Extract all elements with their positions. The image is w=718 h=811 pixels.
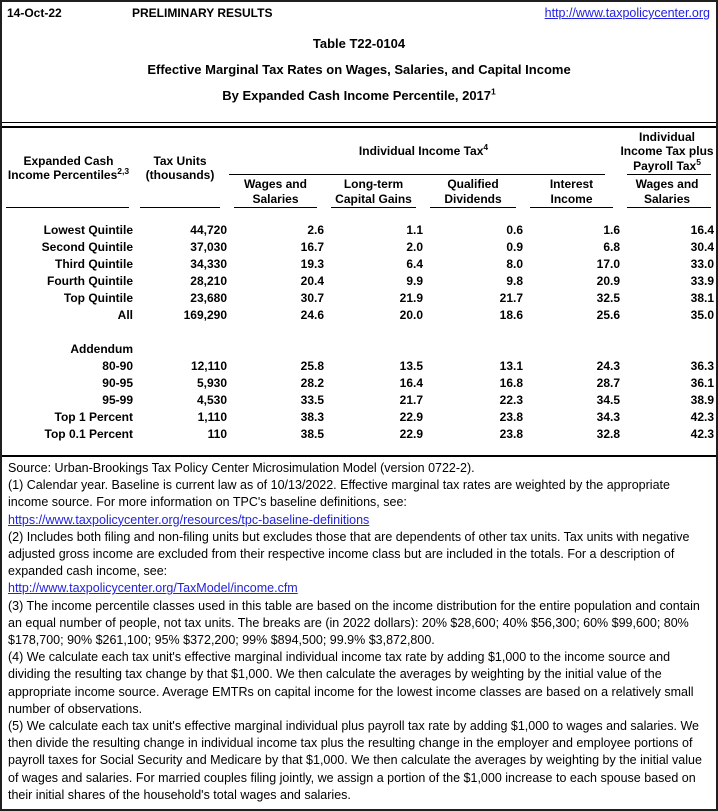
- cell-payroll-wages: 36.3: [690, 359, 715, 373]
- subheader-wages-salaries: Wages and Salaries: [227, 175, 324, 208]
- table-title: Effective Marginal Tax Rates on Wages, Salaries, and Capital Income: [147, 62, 571, 77]
- cell-iit-ltcg: 2.0: [406, 240, 423, 254]
- cell-iit-qdiv: 23.8: [499, 427, 523, 441]
- cell-iit-qdiv: 21.7: [499, 291, 523, 305]
- cell-iit-qdiv: 0.9: [506, 240, 523, 254]
- cell-iit-qdiv: 23.8: [499, 410, 523, 424]
- cell-tax-units: 1,110: [197, 410, 227, 424]
- subheader-interest-income: Interest Income: [523, 175, 620, 208]
- cell-payroll-wages: 33.0: [690, 257, 715, 271]
- cell-iit-qdiv: 8.0: [506, 257, 523, 271]
- report-date: 14-Oct-22: [7, 6, 62, 20]
- title-block: [2, 37, 716, 102]
- spacer-row: [4, 443, 714, 455]
- subheader-long-term-capital-gains: Long-term Capital Gains: [324, 175, 423, 208]
- table-subtitle: By Expanded Cash Income Percentile, 2017$^1$: [222, 86, 496, 103]
- cell-payroll-wages: 42.3: [690, 410, 715, 424]
- footnote-ref-1: 1: [491, 86, 496, 97]
- cell-iit-interest: 34.5: [596, 393, 621, 407]
- footnote-ref-5: 5: [696, 156, 701, 167]
- cell-iit-ltcg: 9.9: [406, 274, 423, 288]
- cell-iit-interest: 24.3: [596, 359, 621, 373]
- table-row: [4, 256, 714, 273]
- footnote-5: (5) We calculate each tax unit's effective marginal individual plus payroll tax rate by adding $1,000 to wages and salaries. We then divide the resulting change in individual income tax plus the resulting change in the employer and employee portions of payroll taxes for Social Security and Medicare by that $1,000. We then calculate the averages by weighting by the initial value of wages and salaries. For married couples filing jointly, we assign a portion of the $1,000 increase to each spouse based on their initial shares of the household's total wages and salaries.: [8, 719, 702, 802]
- emtr-table: [4, 128, 714, 455]
- cell-tax-units: 169,290: [183, 308, 227, 322]
- cell-iit-ltcg: 16.4: [399, 376, 423, 390]
- table-row: [4, 273, 714, 290]
- cell-payroll-wages: 38.1: [690, 291, 715, 305]
- cell-tax-units: 4,530: [196, 393, 227, 407]
- column-header-iit-plus-payroll: Individual Income Tax plus Payroll Tax$^5$: [620, 128, 714, 175]
- top-info-bar: [2, 2, 716, 20]
- cell-iit-interest: 25.6: [596, 308, 621, 322]
- footnote-2: (2) Includes both filing and non-filing units but excludes those that are dependents of other tax units. Tax units with negative adjusted gross income are excluded from their respective income class but are included in the totals. For a description of expanded cash income, see:: [8, 529, 690, 579]
- table-number: Table T22-0104: [312, 36, 406, 51]
- cell-payroll-wages: 16.4: [690, 223, 715, 237]
- cell-iit-interest: 32.8: [596, 427, 621, 441]
- row-label: Third Quintile: [55, 257, 133, 271]
- footnote-1: (1) Calendar year. Baseline is current law as of 10/13/2022. Effective marginal tax rates are weighted by the appropriate income source. For more information on TPC's baseline definitions, see:: [8, 478, 670, 510]
- cell-iit-qdiv: 9.8: [506, 274, 523, 288]
- cell-iit-ltcg: 22.9: [399, 427, 423, 441]
- cell-iit-wages: 38.3: [300, 410, 324, 424]
- row-label: Lowest Quintile: [43, 223, 133, 237]
- cell-iit-qdiv: 22.3: [499, 393, 523, 407]
- cell-iit-ltcg: 13.5: [399, 359, 423, 373]
- cell-iit-ltcg: 1.1: [406, 223, 423, 237]
- cell-iit-interest: 20.9: [596, 274, 621, 288]
- cell-iit-wages: 16.7: [300, 240, 324, 254]
- cell-iit-wages: 30.7: [300, 291, 324, 305]
- cell-payroll-wages: 30.4: [690, 240, 715, 254]
- preliminary-results-label: PRELIMINARY RESULTS: [132, 6, 273, 20]
- cell-iit-qdiv: 0.6: [506, 223, 523, 237]
- column-header-tax-units: Tax Units (thousands): [133, 128, 227, 208]
- spacer-row: [4, 208, 714, 222]
- cell-iit-wages: 2.6: [307, 223, 324, 237]
- cell-tax-units: 12,110: [190, 359, 227, 373]
- subheader-qualified-dividends: Qualified Dividends: [423, 175, 523, 208]
- cell-payroll-wages: 33.9: [690, 274, 715, 288]
- taxpolicycenter-link[interactable]: http://www.taxpolicycenter.org: [544, 6, 710, 20]
- cell-iit-wages: 19.3: [300, 257, 324, 271]
- table-row: [4, 307, 714, 324]
- footnote-ref-2-3: 2,3: [117, 166, 130, 176]
- table-row: [4, 222, 714, 239]
- row-label: Top Quintile: [63, 291, 133, 305]
- cell-iit-wages: 33.5: [300, 393, 324, 407]
- cell-iit-interest: 28.7: [596, 376, 621, 390]
- cell-iit-wages: 25.8: [300, 359, 324, 373]
- row-label: 80-90: [102, 359, 133, 373]
- row-label: 90-95: [102, 376, 133, 390]
- cell-iit-qdiv: 13.1: [499, 359, 523, 373]
- cell-tax-units: 28,210: [190, 274, 227, 288]
- cell-payroll-wages: 35.0: [690, 308, 715, 322]
- spacer-row: [4, 324, 714, 341]
- table-row: [4, 290, 714, 307]
- cell-tax-units: 37,030: [190, 240, 227, 254]
- cell-iit-qdiv: 16.8: [499, 376, 523, 390]
- row-label: Fourth Quintile: [47, 274, 133, 288]
- cell-tax-units: 23,680: [190, 291, 227, 305]
- cell-iit-wages: 24.6: [300, 308, 324, 322]
- cell-tax-units: 34,330: [190, 257, 227, 271]
- footnote-3: (3) The income percentile classes used in this table are based on the income distribution for the entire population and contain an equal number of people, not tax units. The breaks are (in 2022 dollars): 20% $28,600; 40% $56,300; 60% $99,600; 80% $178,700; 90% $261,100; 95% $372,200; 99% $894,500; 99.9% $3,872,800.: [8, 598, 700, 648]
- table-row: [4, 409, 714, 426]
- cell-iit-wages: 20.4: [300, 274, 324, 288]
- footnotes: [2, 457, 716, 804]
- income-definition-link[interactable]: http://www.taxpolicycenter.org/TaxModel/income.cfm: [8, 581, 298, 596]
- cell-tax-units: 5,930: [196, 376, 227, 390]
- table-row: [4, 239, 714, 256]
- column-header-percentiles: Expanded Cash Income Percentiles$^{2,3}$: [4, 128, 133, 208]
- table-row: [4, 392, 714, 409]
- source-note: Source: Urban-Brookings Tax Policy Center Microsimulation Model (version 0722-2).: [8, 461, 475, 475]
- row-label: All: [117, 308, 133, 322]
- row-label: Second Quintile: [41, 240, 133, 254]
- footnote-4: (4) We calculate each tax unit's effective marginal individual income tax rate by adding $1,000 to the income source and dividing the resulting tax change by that $1,000. We then calculate the averages by weighting by the initial value of the appropriate income source. Average EMTRs on capital income for the lowest income classes are based on a relatively small number of observations.: [8, 650, 694, 716]
- addendum-label: Addendum: [70, 342, 133, 356]
- cell-iit-ltcg: 21.7: [399, 393, 423, 407]
- row-label: 95-99: [102, 393, 133, 407]
- cell-payroll-wages: 36.1: [690, 376, 715, 390]
- subheader-payroll-wages-salaries: Wages and Salaries: [620, 175, 714, 208]
- cell-iit-interest: 34.3: [596, 410, 621, 424]
- table-row: [4, 426, 714, 443]
- cell-iit-ltcg: 20.0: [399, 308, 423, 322]
- cell-iit-wages: 28.2: [300, 376, 324, 390]
- table-row: [4, 375, 714, 392]
- cell-iit-interest: 17.0: [596, 257, 621, 271]
- footnote-ref-4: 4: [483, 142, 489, 153]
- cell-payroll-wages: 38.9: [690, 393, 715, 407]
- row-label: Top 0.1 Percent: [44, 427, 133, 441]
- row-label: Top 1 Percent: [54, 410, 133, 424]
- cell-iit-qdiv: 18.6: [499, 308, 523, 322]
- cell-iit-ltcg: 6.4: [406, 257, 423, 271]
- cell-iit-interest: 1.6: [603, 223, 621, 237]
- addendum-label-row: [4, 341, 714, 358]
- cell-tax-units: 110: [207, 427, 227, 441]
- baseline-definitions-link[interactable]: https://www.taxpolicycenter.org/resources/tpc-baseline-definitions: [8, 512, 370, 527]
- group-header-individual-income-tax: Individual Income Tax$^4$: [227, 128, 620, 175]
- cell-iit-ltcg: 22.9: [399, 410, 423, 424]
- cell-iit-wages: 38.5: [300, 427, 324, 441]
- cell-iit-interest: 32.5: [596, 291, 621, 305]
- cell-payroll-wages: 42.3: [690, 427, 715, 441]
- table-row: [4, 358, 714, 375]
- cell-iit-ltcg: 21.9: [399, 291, 423, 305]
- cell-tax-units: 44,720: [190, 223, 227, 237]
- cell-iit-interest: 6.8: [603, 240, 621, 254]
